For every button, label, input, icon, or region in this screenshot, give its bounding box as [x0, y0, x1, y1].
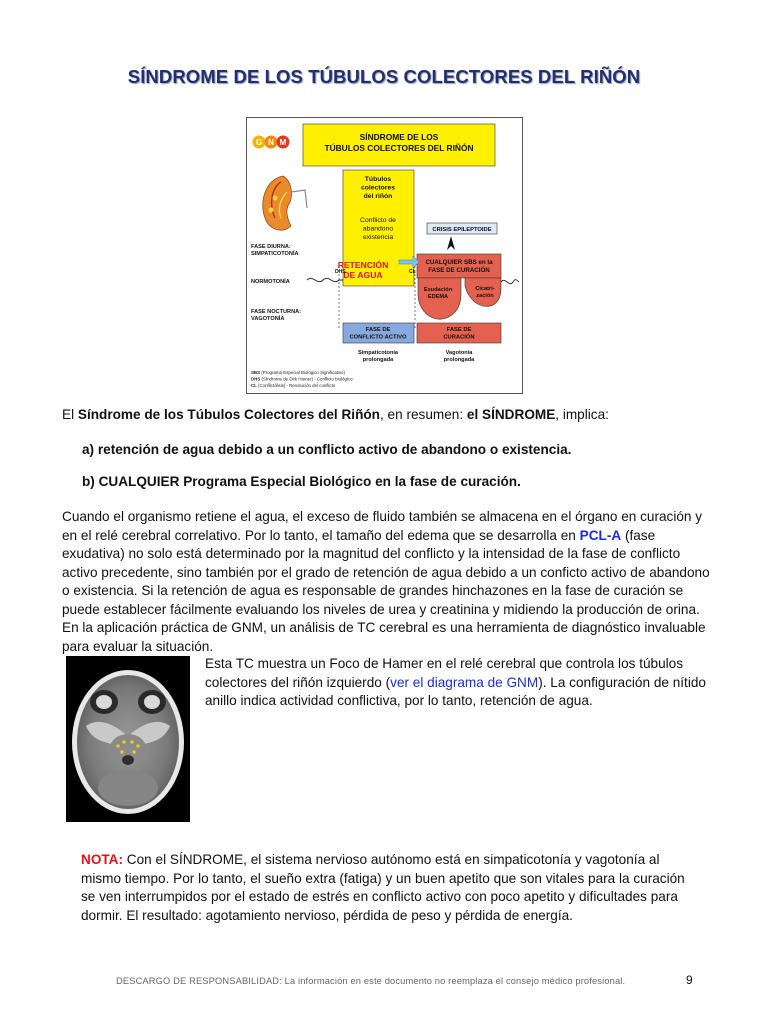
scar-line: Cicatri- [475, 286, 495, 292]
normotonia-label: NORMOTONÍA [251, 279, 290, 285]
ct-scan-image [66, 656, 190, 822]
intro-text: , en resumen: [380, 407, 467, 422]
page-number: 9 [686, 973, 693, 987]
logo-letter: M [279, 138, 287, 147]
pcl-a-link[interactable]: PCL-A [579, 527, 622, 543]
dhs-label: DHS [335, 269, 346, 275]
symp-line: Simpaticotonía [357, 350, 399, 356]
sympathicotonia-label [358, 350, 399, 363]
intro-text: , implica: [555, 407, 609, 422]
conflict-line: existencia [362, 234, 394, 241]
day-line: SIMPATICOTONÍA [251, 251, 299, 257]
cl-label: CL [409, 269, 416, 275]
legend-abbr: DHS [251, 376, 262, 382]
intro-paragraph [62, 406, 710, 425]
sbs-line: CUALQUIER SBS en la [425, 259, 493, 266]
night-phase-label [251, 309, 301, 322]
legend-text: (Programa Especial Biológico Significativo) [261, 370, 345, 375]
exud-line: EDEMA [427, 294, 449, 300]
retention-line: DE AGUA [343, 270, 383, 280]
day-phase-label [251, 244, 299, 257]
organ-line: Túbulos [364, 176, 392, 183]
normotonia-wave [307, 278, 343, 281]
conflict-line: abandono [362, 225, 394, 233]
ct-text: ). La configuración de nítido anillo indica actividad conflictiva, por lo tanto, retención de agua. [205, 674, 706, 708]
night-line: VAGOTONÍA [251, 316, 285, 322]
intro-bold-syndrome: Síndrome de los Túbulos Colectores del Riñón [77, 407, 380, 422]
body-text: Cuando el organismo retiene el agua, el exceso de fluido también se almacena en el órgano en curación y en el relé cerebral correlativo. Por lo tanto, el tamaño del edema que se desarrolla en [62, 509, 703, 543]
vago-line: Vagotonía [445, 350, 473, 356]
act-line: FASE DE [365, 327, 391, 333]
intro-bold-el-sindrome: el SÍNDROME [466, 407, 556, 422]
healing-phase-label [443, 327, 474, 341]
gnm-diagram-link[interactable]: ver el diagrama de GNM [390, 674, 539, 690]
list-item-a: a) retención de agua debido a un conflicto activo de abandono o existencia. [82, 442, 572, 457]
organ-line: colectores [360, 184, 396, 192]
vagotonia-label [444, 350, 475, 363]
organ-line: del riñón [363, 193, 393, 200]
body-paragraph [62, 508, 710, 656]
legend-abbr: CL [251, 383, 258, 388]
sbs-label [425, 259, 493, 274]
organ-label [361, 176, 395, 200]
disclaimer-footer: DESCARGO DE RESPONSABILIDAD: La información en este documento no reemplaza el consejo médico profesional. [116, 976, 626, 986]
note-text: Con el SÍNDROME, el sistema nervioso autónomo está en simpaticotonía y vagotonía al mismo tiempo. Por lo tanto, el sueño extra (fatiga) y un buen apetito que son vitales para la curación se ven interrumpidos por el estado de estrés en conflicto activo con poco apetito y dificultades para dormir. El resultado: agotamiento nervioso, pérdida de peso y pérdida de energía. [81, 852, 685, 923]
legend-text: (Síndrome de Dirk Hamer) - Conflicto biológico [261, 376, 353, 382]
heal-line: CURACIÓN [443, 334, 475, 341]
retention-line: RETENCIÓN [337, 260, 389, 270]
legend-entry [251, 377, 353, 382]
scar-line: zación [476, 293, 494, 299]
ct-description [205, 655, 710, 711]
symp-line: prolongada [362, 357, 394, 363]
gnm-diagram-svg [247, 118, 522, 393]
night-line: FASE NOCTURNA: [251, 309, 302, 315]
legend-text: (Conflictólisis) - Resolución del conflicto [258, 383, 336, 388]
brain-ct-icon [66, 656, 190, 822]
logo-letter: G [255, 138, 263, 147]
gnm-diagram[interactable] [246, 117, 523, 394]
vago-line: prolongada [443, 357, 475, 363]
conflict-line: Conflicto de [360, 217, 396, 224]
kidney-illustration [263, 176, 307, 230]
scar-label [475, 286, 494, 299]
diagram-legend [251, 370, 353, 388]
crisis-arrow-icon [447, 236, 455, 250]
act-line: CONFLICTO ACTIVO [349, 334, 407, 341]
page-title: SÍNDROME DE LOS TÚBULOS COLECTORES DEL RIÑÓN [127, 66, 641, 87]
legend-entry [251, 383, 336, 388]
normotonia-wave-end [501, 280, 519, 284]
heal-line: FASE DE [446, 327, 472, 333]
body-text: (fase exudativa) no solo está determinado por la magnitud del conflicto y la intensidad de la fase de conflicto activo precedente, sino también por el grado de retención de agua debido a un conficto activo de abandono o existencia. Si la retención de agua es responsable de grandes hinchazones en la fase de curación se puede establecer fácilmente evaluando los niveles de urea y creatinina y midiendo la producción de orina. En la aplicación práctica de GNM, un análisis de TC cerebral es una herramienta de diagnóstico invaluable para evaluar la situación. [62, 527, 710, 654]
note-paragraph [81, 851, 701, 925]
intro-text: El [62, 407, 78, 422]
legend-abbr: SBS [251, 370, 262, 375]
conflict-label [360, 217, 396, 241]
logo-letter: N [268, 138, 274, 147]
healing-sbs-box [417, 254, 501, 278]
exud-line: Exudación [423, 287, 453, 293]
sbs-line: FASE DE CURACIÓN [428, 267, 490, 274]
hdr-line: SÍNDROME DE LOS [359, 132, 439, 142]
ct-text: Esta TC muestra un Foco de Hamer en el relé cerebral que controla los túbulos colectores del riñón izquierdo ( [205, 656, 684, 690]
legend-entry [251, 370, 345, 375]
day-line: FASE DIURNA: [251, 244, 291, 250]
list-item-b: b) CUALQUIER Programa Especial Biológico en la fase de curación. [82, 474, 521, 489]
hdr-line: TÚBULOS COLECTORES DEL RIÑÓN [324, 143, 474, 153]
note-label: NOTA: [81, 852, 124, 867]
crisis-label: CRISIS EPILEPTOIDE [432, 227, 492, 233]
